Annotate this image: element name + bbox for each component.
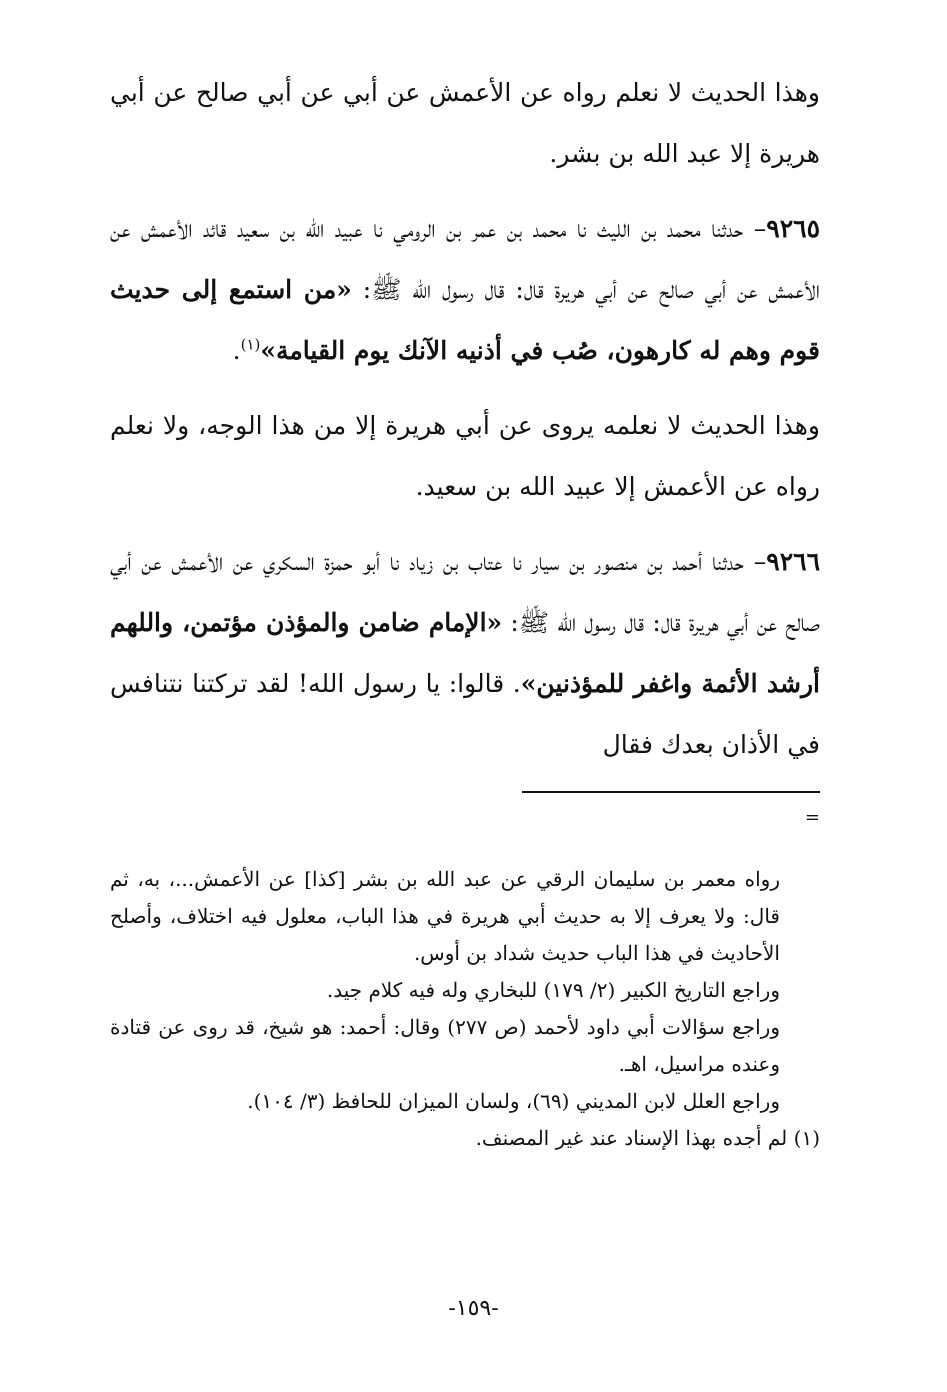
main-text — [110, 62, 820, 775]
paragraph-1: وهذا الحديث لا نعلم رواه عن الأعمش عن أبي عن أبي صالح عن أبي هريرة إلا عبد الله بن بشر. — [110, 78, 820, 168]
hadith-number: ٩٢٦٦ — [766, 547, 820, 576]
hadith-matn: «من استمع إلى حديث قوم وهم له كارهون، صُب في أذنيه الآنك يوم القيامة» — [110, 275, 820, 365]
page-number: -١٥٩- — [448, 1296, 499, 1321]
page-body — [110, 62, 820, 1157]
footnote-separator — [110, 791, 820, 861]
footnote-ref: (١) — [240, 335, 261, 354]
hadith-9265: ٩٢٦٥– حدثنا محمد بن الليث نا محمد بن عمر بن الرومي نا عبيد الله بن سعيد قائد الأعمش عن الأعمش عن أبي صالح عن أبي هريرة قال: قال رسول الله ﷺ: «من استمع إلى حديث قوم وهم له كارهون، صُب في أذنيه الآنك يوم القيامة»$^{(١)}$. — [110, 214, 820, 365]
footnote-line: وراجع التاريخ الكبير (٢/ ١٧٩) للبخاري وله فيه كلام جيد. — [326, 978, 780, 1002]
footnote-line: وراجع العلل لابن المديني (٦٩)، ولسان الميزان للحافظ (٣/ ١٠٤). — [247, 1089, 780, 1113]
footnote-rule — [522, 791, 820, 793]
footnote-1: (١) لم أجده بهذا الإسناد عند غير المصنف. — [475, 1126, 820, 1150]
footnotes — [110, 861, 820, 1157]
paragraph-3: وهذا الحديث لا نعلمه يروى عن أبي هريرة إلا من هذا الوجه، ولا نعلم رواه عن الأعمش إلا عبيد الله بن سعيد. — [110, 411, 820, 501]
hadith-continuation: . قالوا: يا رسول الله! لقد تركتنا نتنافس في الأذان بعدك فقال — [110, 669, 820, 759]
footnote-line: رواه معمر بن سليمان الرقي عن عبد الله بن بشر [كذا] عن الأعمش...، به، ثم قال: ولا يعرف إلا به حديث أبي هريرة في هذا الباب، معلول فيه اختلاف، وأصلح الأحاديث في هذا الباب حديث شداد بن أوس. — [110, 867, 780, 965]
hadith-9266 — [110, 531, 820, 775]
footnote-line: وراجع سؤالات أبي داود لأحمد (ص ٢٧٧) وقال: أحمد: هو شيخ، قد روى عن قتادة وعنده مراسيل، اهـ. — [110, 1015, 780, 1076]
hadith-chain: – حدثنا أحمد بن منصور بن سيار نا عتاب بن زياد نا أبو حمزة السكري عن الأعمش عن أبي صالح عن أبي هريرة قال: قال رسول الله ﷺ: — [110, 547, 820, 637]
continuation-mark: = — [804, 807, 820, 828]
hadith-matn: «الإمام ضامن والمؤذن مؤتمن، واللهم أرشد الأئمة واغفر للمؤذنين» — [110, 608, 820, 698]
hadith-chain: – حدثنا محمد بن الليث نا محمد بن عمر بن الرومي نا عبيد الله بن سعيد قائد الأعمش عن الأعمش عن أبي صالح عن أبي هريرة قال: قال رسول الله ﷺ: — [110, 214, 820, 304]
hadith-number: ٩٢٦٥ — [766, 214, 820, 243]
